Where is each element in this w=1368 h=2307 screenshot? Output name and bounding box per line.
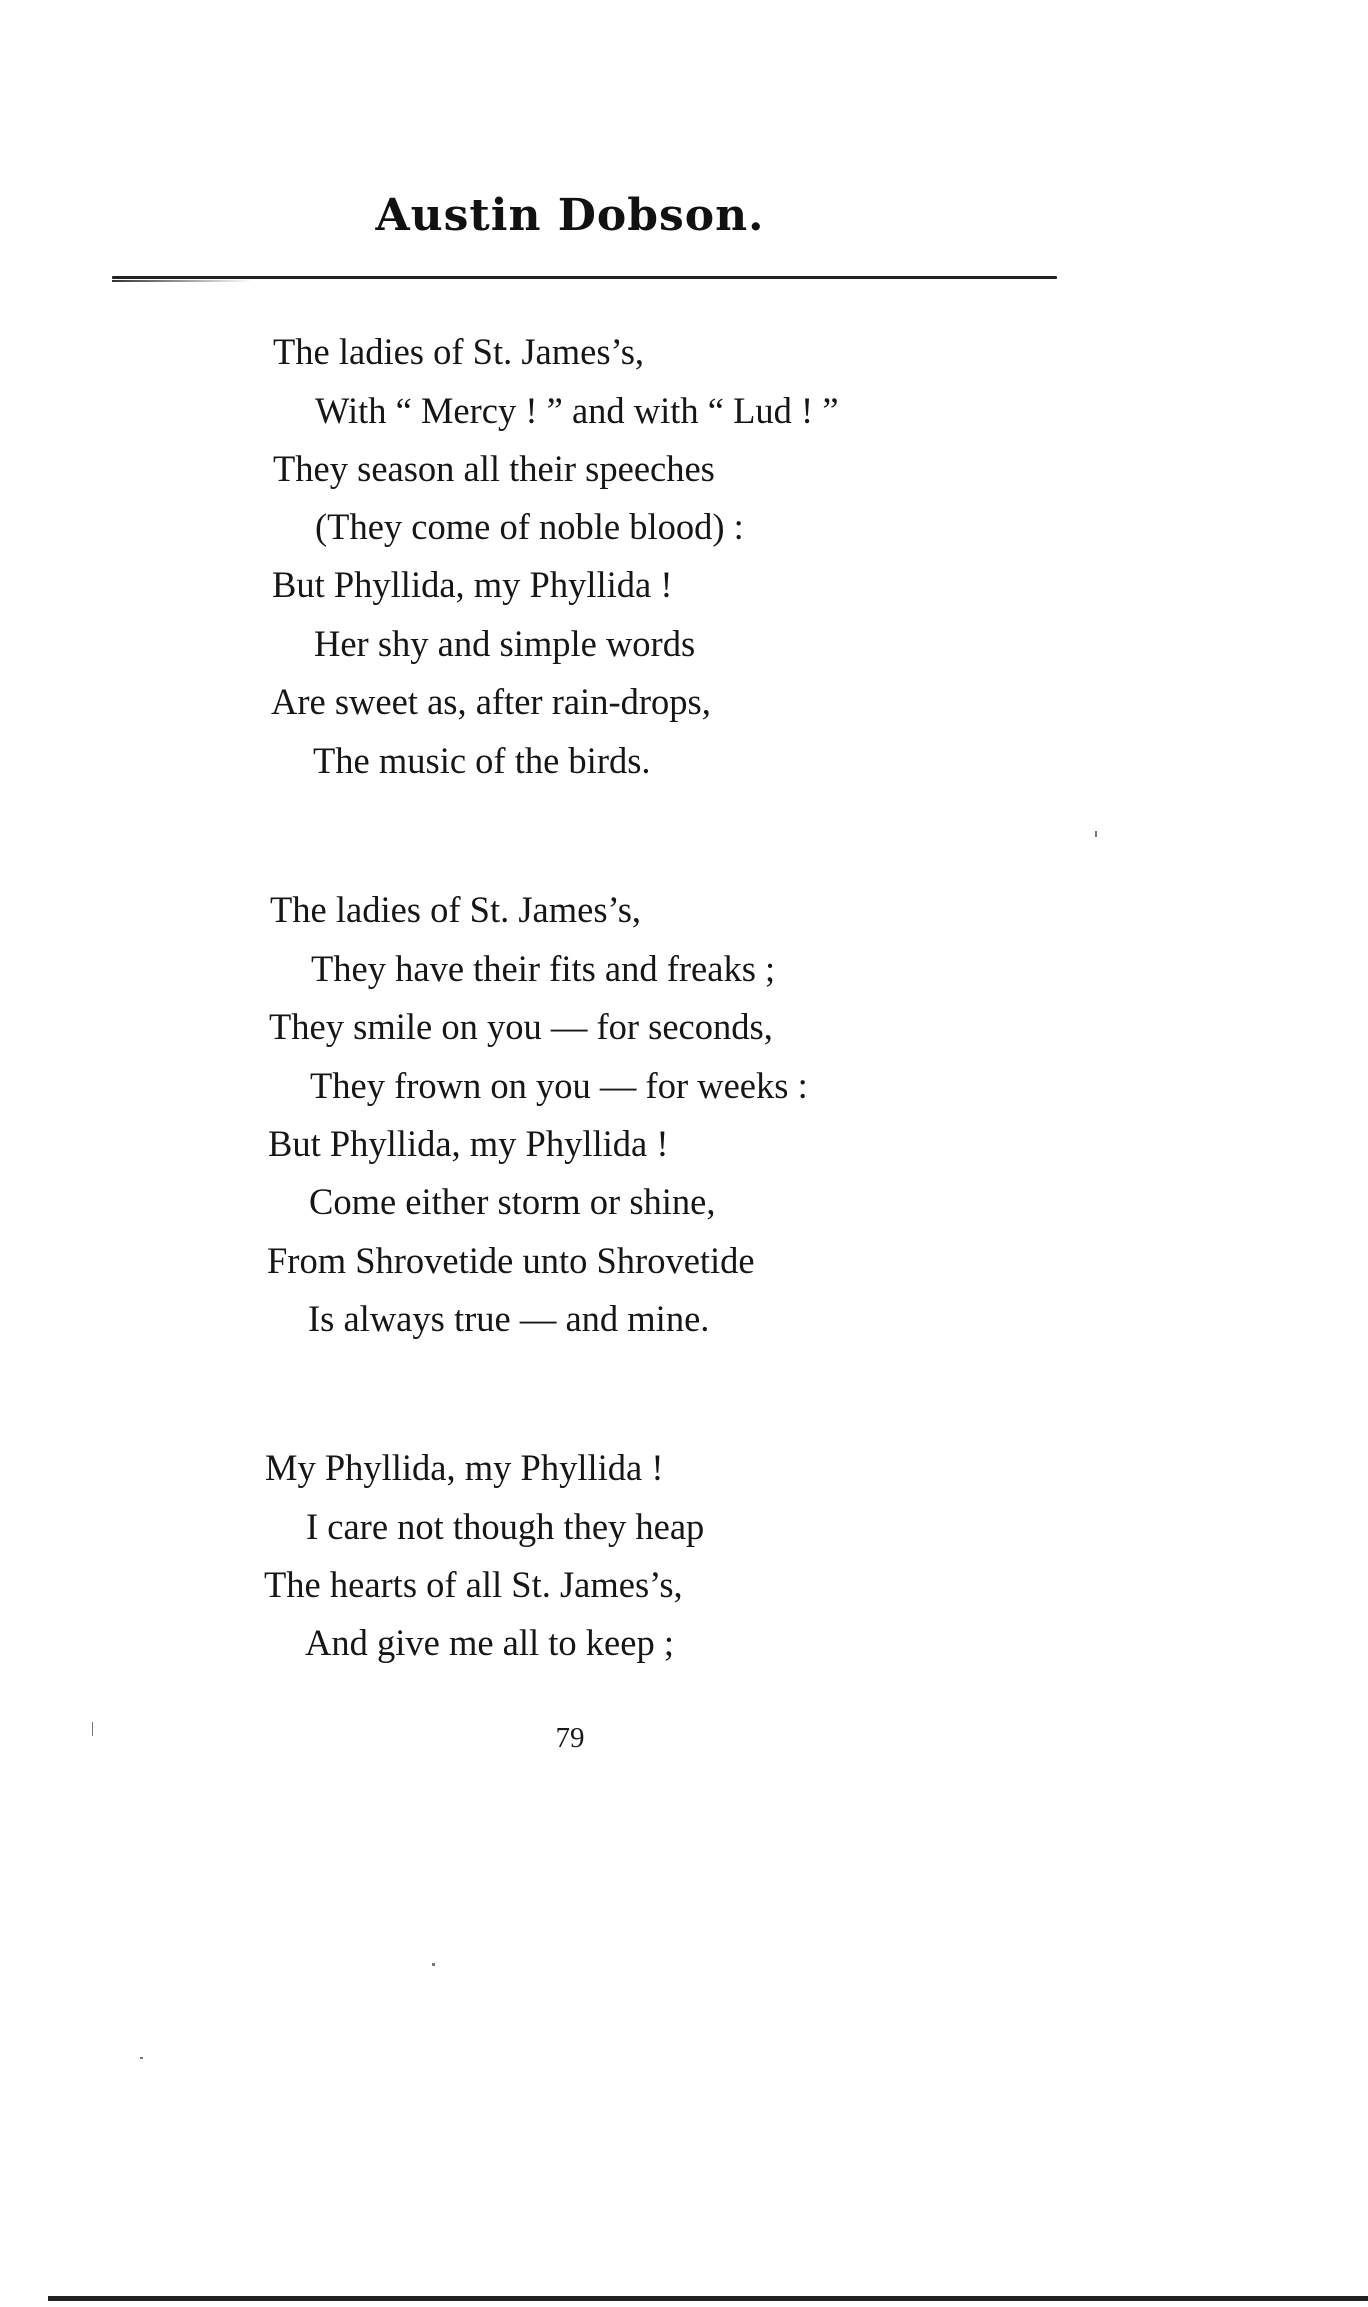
page-number: 79 bbox=[555, 1722, 585, 1754]
header-rule bbox=[112, 276, 1057, 279]
poem-line: The hearts of all St. James’s, bbox=[264, 1564, 683, 1605]
scan-speck bbox=[92, 1722, 93, 1736]
poem-line: The ladies of St. James’s, bbox=[270, 889, 642, 930]
poem-line: From Shrovetide unto Shrovetide bbox=[267, 1240, 755, 1281]
poem-line: My Phyllida, my Phyllida ! bbox=[265, 1447, 664, 1488]
poem-line: They season all their speeches bbox=[273, 448, 715, 489]
scan-speck bbox=[1095, 831, 1097, 837]
poem-line: (They come of noble blood) : bbox=[315, 506, 744, 547]
poem-line: Is always true — and mine. bbox=[308, 1298, 710, 1339]
header-rule-taper bbox=[112, 280, 252, 282]
poem-line: The ladies of St. James’s, bbox=[273, 331, 645, 372]
poem-line: The music of the birds. bbox=[313, 740, 651, 781]
poem-line: And give me all to keep ; bbox=[305, 1622, 674, 1663]
poem-line: I care not though they heap bbox=[306, 1506, 705, 1547]
poem-line: They frown on you — for weeks : bbox=[310, 1065, 808, 1106]
poem-line: But Phyllida, my Phyllida ! bbox=[268, 1123, 669, 1164]
bottom-edge-rule bbox=[48, 2296, 1368, 2301]
running-head: Austin Dobson. bbox=[375, 190, 765, 241]
poem-line: They have their fits and freaks ; bbox=[311, 948, 776, 989]
poem-line: Are sweet as, after rain-drops, bbox=[271, 681, 711, 722]
poem-line: Her shy and simple words bbox=[314, 623, 696, 664]
scan-speck bbox=[140, 2057, 143, 2059]
poem-line: They smile on you — for seconds, bbox=[269, 1006, 773, 1047]
poem-line: Come either storm or shine, bbox=[309, 1181, 716, 1222]
scan-speck bbox=[432, 1963, 435, 1966]
poem-line: With “ Mercy ! ” and with “ Lud ! ” bbox=[315, 390, 839, 431]
poem-line: But Phyllida, my Phyllida ! bbox=[272, 564, 673, 605]
